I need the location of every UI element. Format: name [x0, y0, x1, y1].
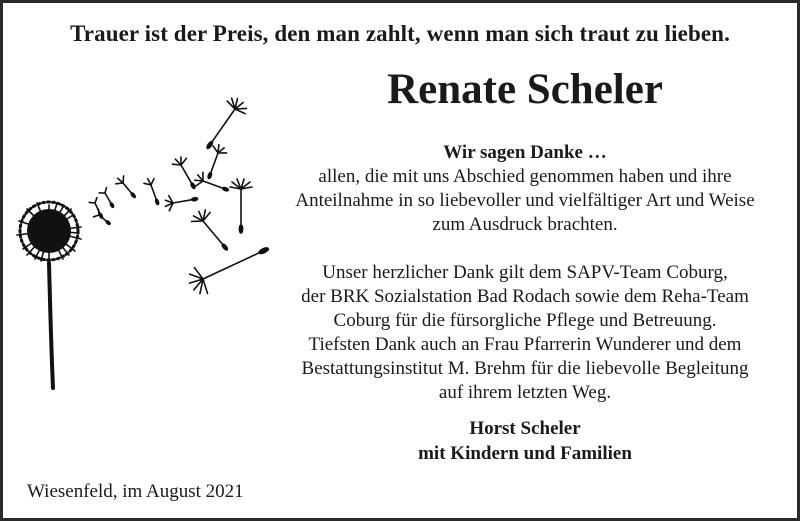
- text-line: Anteilnahme in so liebevoller und vielfältiger Art und Weise: [295, 190, 755, 211]
- dandelion-icon: [13, 93, 283, 398]
- text-line: allen, die mit uns Abschied genommen haben und ihre: [318, 166, 732, 187]
- text-line: auf ihrem letzten Weg.: [438, 382, 612, 403]
- thanks-heading: Wir sagen Danke …: [443, 142, 607, 163]
- text-line: der BRK Sozialstation Bad Rodach sowie dem Reha-Team: [301, 286, 749, 307]
- text-line: Coburg für die fürsorgliche Pflege und Betreuung.: [333, 310, 717, 331]
- thank-you-text: [265, 141, 785, 405]
- place-date: Wiesenfeld, im August 2021: [27, 481, 244, 502]
- motto: Trauer ist der Preis, den man zahlt, wenn man sich traut zu lieben.: [70, 21, 730, 46]
- paragraph-gap: [265, 237, 785, 261]
- signature-family: mit Kindern und Familien: [418, 443, 632, 464]
- deceased-name: Renate Scheler: [387, 66, 663, 113]
- signature-name: Horst Scheler: [469, 418, 581, 439]
- text-line: zum Ausdruck brachten.: [432, 214, 618, 235]
- text-line: Bestattungsinstitut M. Brehm für die liebevolle Begleitung: [301, 358, 749, 379]
- signature: [265, 416, 785, 466]
- text-line: Tiefsten Dank auch an Frau Pfarrerin Wunderer und dem: [308, 334, 742, 355]
- text-line: Unser herzlicher Dank gilt dem SAPV-Team Coburg,: [322, 262, 728, 283]
